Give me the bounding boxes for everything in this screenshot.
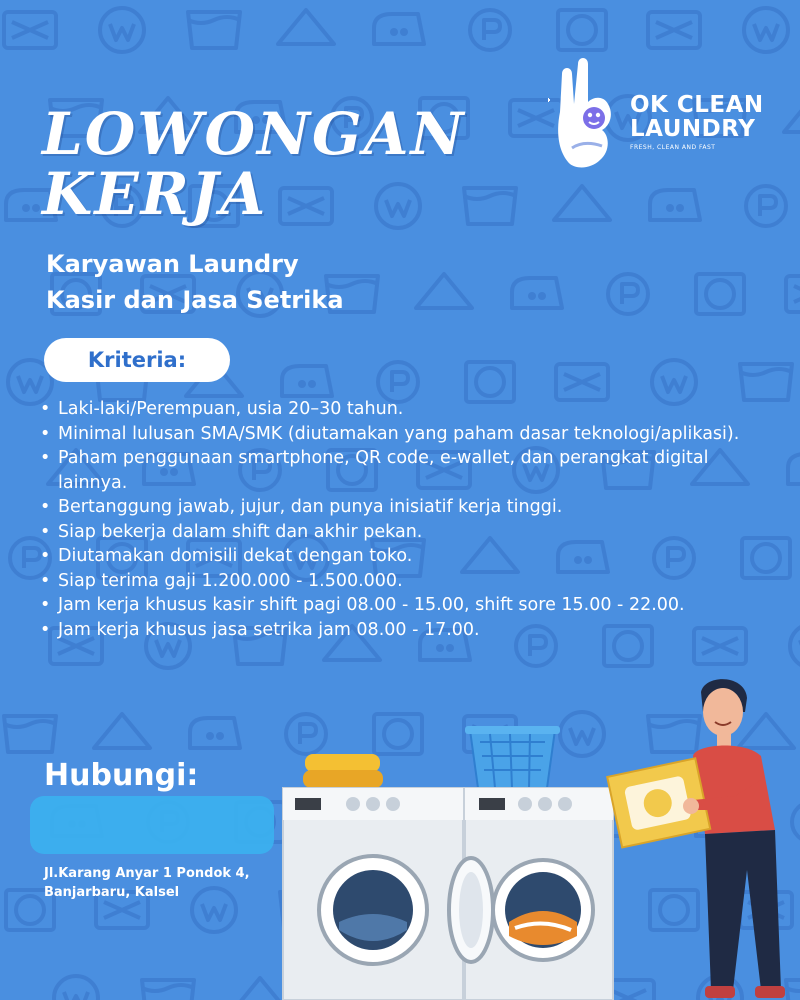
- laundry-care-symbol: [740, 364, 792, 400]
- laundry-care-symbol: [470, 10, 510, 50]
- laundry-care-symbol: [282, 366, 332, 396]
- laundry-care-symbol: [466, 362, 514, 402]
- laundry-care-symbol: [554, 186, 610, 220]
- washing-machine-icon: [449, 788, 613, 1000]
- laundry-care-symbol: [278, 10, 334, 44]
- criteria-label: Kriteria:: [87, 348, 187, 372]
- laundry-basket-icon: [465, 726, 560, 788]
- criteria-text: Minimal lulusan SMA/SMK (diutamakan yang paham dasar teknologi/aplikasi).: [58, 423, 740, 444]
- laundry-care-symbol: [416, 274, 472, 308]
- laundry-care-symbol: [4, 12, 56, 48]
- criteria-item: [38, 544, 778, 569]
- laundry-care-symbol: [190, 718, 240, 748]
- person-with-detergent-icon: [607, 679, 785, 998]
- headline-line2: KERJA: [42, 160, 268, 228]
- criteria-item: [38, 446, 778, 495]
- criteria-text: Laki-laki/Perempuan, usia 20–30 tahun.: [58, 399, 404, 419]
- laundry-care-symbol: [100, 8, 144, 52]
- laundry-care-symbol: [142, 980, 194, 1000]
- laundry-care-symbol: [512, 278, 562, 308]
- bullet: •: [40, 619, 51, 640]
- criteria-item: [38, 618, 778, 643]
- position-title: Karyawan Laundry: [46, 250, 299, 278]
- criteria-text: Bertanggung jawab, jujur, dan punya inisiatif kerja tinggi.: [58, 497, 563, 517]
- criteria-label-pill: [44, 338, 230, 382]
- contact-label: Hubungi:: [44, 758, 199, 793]
- laundry-care-symbol: [280, 188, 332, 224]
- laundry-care-symbol: [648, 12, 700, 48]
- laundry-care-symbol: [188, 12, 240, 48]
- redacted-contact-info: [30, 796, 274, 854]
- bullet: •: [40, 448, 51, 468]
- criteria-item: [38, 397, 778, 422]
- address-line2: Banjarbaru, Kalsel: [44, 885, 180, 900]
- laundry-care-symbol: [376, 184, 420, 228]
- laundry-care-symbol: [788, 454, 800, 484]
- criteria-text: Paham penggunaan smartphone, QR code, e-wallet, dan perangkat digital lainnya.: [58, 448, 709, 493]
- criteria-item: [38, 593, 778, 618]
- headline-line1: LOWONGAN: [42, 100, 466, 168]
- bullet: •: [40, 521, 51, 542]
- laundry-care-symbol: [54, 976, 98, 1000]
- laundry-care-symbol: [464, 188, 516, 224]
- criteria-list: [38, 397, 778, 642]
- criteria-item: [38, 569, 778, 594]
- laundry-care-symbol: [650, 190, 700, 220]
- criteria-text: Diutamakan domisili dekat dengan toko.: [58, 546, 413, 566]
- laundry-care-symbol: [696, 274, 744, 314]
- criteria-item: [38, 422, 778, 447]
- criteria-text: Jam kerja khusus kasir shift pagi 08.00 - 15.00, shift sore 15.00 - 22.00.: [58, 595, 685, 615]
- criteria-text: Jam kerja khusus jasa setrika jam 08.00 - 17.00.: [58, 619, 480, 640]
- washing-machine-icon: [283, 788, 463, 1000]
- bullet: •: [40, 399, 51, 419]
- bullet: •: [40, 423, 51, 444]
- folded-towels-icon: [303, 754, 383, 788]
- laundry-care-symbol: [374, 14, 424, 44]
- laundry-illustration: [275, 660, 800, 1000]
- brand-name-line2: LAUNDRY: [630, 116, 756, 142]
- bullet: •: [40, 497, 51, 517]
- address-line1: Jl.Karang Anyar 1 Pondok 4,: [44, 866, 250, 881]
- hand-ok-logo-icon: [548, 52, 628, 172]
- brand-name-line1: OK CLEAN: [630, 92, 764, 118]
- position-title: Kasir dan Jasa Setrika: [46, 286, 344, 314]
- laundry-care-symbol: [744, 8, 788, 52]
- bullet: •: [40, 595, 51, 615]
- criteria-item: [38, 495, 778, 520]
- laundry-care-symbol: [608, 274, 648, 314]
- criteria-text: Siap terima gaji 1.200.000 - 1.500.000.: [58, 570, 403, 591]
- laundry-care-symbol: [558, 10, 606, 50]
- brand-tagline: FRESH, CLEAN AND FAST: [630, 144, 716, 151]
- bullet: •: [40, 570, 51, 591]
- laundry-care-symbol: [4, 716, 56, 752]
- address: [44, 864, 250, 902]
- criteria-text: Siap bekerja dalam shift dan akhir pekan.: [58, 521, 423, 542]
- bullet: •: [40, 546, 51, 566]
- laundry-care-symbol: [746, 186, 786, 226]
- laundry-care-symbol: [784, 98, 800, 132]
- criteria-item: [38, 520, 778, 545]
- laundry-care-symbol: [94, 714, 150, 748]
- laundry-care-symbol: [786, 276, 800, 312]
- laundry-care-symbol: [378, 362, 418, 402]
- laundry-care-symbol: [556, 364, 608, 400]
- brand-logo: [548, 52, 783, 172]
